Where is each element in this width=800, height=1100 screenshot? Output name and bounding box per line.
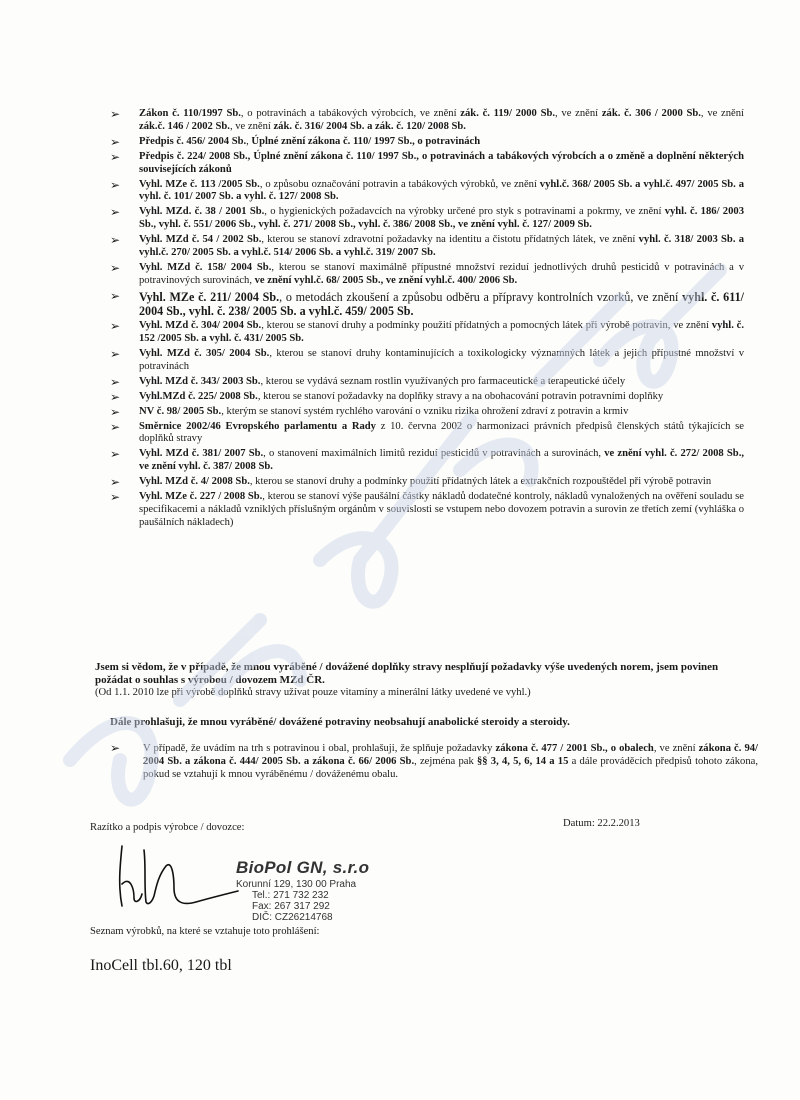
stamp-fax: Fax: 267 317 292 [252,901,330,912]
document-date: Datum: 22.2.2013 [563,818,640,829]
arrow-bullet-icon: ➢ [110,288,121,303]
legislation-text: Vyhl. MZd č. 54 / 2002 Sb., kterou se stanoví zdravotní požadavky na identitu a čistotu přídatných látek, ve znění vyhl. č. 318/ 2003 Sb. a vyhl.č. 270/ 2005 Sb. a vyhl.č. 514/ 2006 Sb. a vyhl.č. 319/ 2007 Sb. [139,234,745,259]
legislation-item [110,136,744,149]
legislation-item [110,151,744,177]
product-name: InoCell tbl.60, 120 tbl [90,957,232,974]
arrow-bullet-icon: ➢ [110,490,121,505]
legislation-text: Vyhl. MZd č. 381/ 2007 Sb., o stanovení maximálních limitů reziduí pesticidů v potravinách a surovinách, ve znění vyhl. č. 272/ 2008 Sb., ve znění vyhl. č. 387/ 2008 Sb. [139,448,744,473]
legislation-item [110,206,744,232]
stamp-tel: Tel.: 271 732 232 [252,890,329,901]
legislation-item [110,320,744,346]
legislation-text: NV č. 98/ 2005 Sb., kterým se stanoví systém rychlého varování o vzniku rizika ohrožení zdraví z potravin a krmiv [139,405,629,417]
packaging-declaration [110,742,758,781]
stamp-address: Korunní 129, 130 00 Praha [236,879,357,890]
legislation-text: Směrnice 2002/46 Evropského parlamentu a Rady z 10. června 2002 o harmonizaci právních předpisů členských států týkajících se doplňků stravy [139,420,744,445]
legislation-text: Vyhl. MZd č. 304/ 2004 Sb., kterou se stanoví druhy a podmínky použití přídatných a pomocných látek při výrobě potravin, ve znění vyhl. č. 152 /2005 Sb. a vyhl. č. 431/ 2005 Sb. [139,320,745,345]
arrow-bullet-icon: ➢ [110,177,121,192]
packaging-declaration-text: V případě, že uvádím na trh s potravinou i obal, prohlašuji, že splňuje požadavky zákona č. 477 / 2001 Sb., o obalech, ve znění zákona č. 94/ 2004 Sb. a zákona č. 444/ 2005 Sb. a zákona č. 66/ 2006 Sb., zejména pak §§ 3, 4, 5, 6, 14 a 15 a dále prováděcích předpisů tohoto zákona, pokud se vztahují k mnou vyráběnému / dováženému obalu. [143,743,759,780]
legislation-text: Vyhl. MZe č. 113 /2005 Sb., o způsobu označování potravin a tabákových výrobků, ve znění vyhl.č. 368/ 2005 Sb. a vyhl.č. 497/ 2005 Sb. a vyhl. č. 101/ 2007 Sb. a vyhl. č. 127/ 2008 Sb. [139,178,744,203]
legislation-text: Vyhl.MZd č. 225/ 2008 Sb., kterou se stanoví požadavky na doplňky stravy a na obohacování potravin potravními doplňky [139,390,664,402]
declaration-note: (Od 1.1. 2010 lze při výrobě doplňků stravy užívat pouze vitamíny a minerální látky uvedené ve vyhl.) [95,687,531,698]
stamp-and-signature-label: Razítko a podpis výrobce / dovozce: [90,822,245,833]
arrow-bullet-icon: ➢ [110,475,121,490]
legislation-item [110,376,744,389]
products-label: Seznam výrobků, na které se vztahuje toto prohlášení: [90,926,320,937]
legislation-item [110,476,744,489]
arrow-bullet-icon: ➢ [110,134,121,149]
arrow-bullet-icon: ➢ [110,374,121,389]
legislation-item [110,448,744,474]
company-stamp [228,858,428,928]
arrow-bullet-icon: ➢ [110,347,121,361]
legislation-text: Předpis č. 224/ 2008 Sb., Úplné znění zákona č. 110/ 1997 Sb., o potravinách a tabákových výrobcích a o změně a doplnění některých souvisejících zákonů [139,150,744,175]
arrow-bullet-icon: ➢ [110,389,121,404]
declaration-steroids: Dále prohlašuji, že mnou vyráběné/ dovážené potraviny neobsahují anabolické steroidy a steroidy. [110,716,570,728]
declaration-standards: Jsem si vědom, že v případě, že mnou vyráběné / dovážené doplňky stravy nesplňují požadavky výše uvedených norem, jsem povinen požádat o souhlas s výrobou / dovozem MZd ČR. [95,661,719,686]
legislation-item [110,421,744,447]
arrow-bullet-icon: ➢ [110,419,121,434]
legislation-item [110,406,744,419]
stamp-company-name: BioPol GN, s.r.o [236,858,370,877]
legislation-item [110,491,744,530]
legislation-item [110,348,744,374]
arrow-bullet-icon: ➢ [110,205,121,220]
legislation-list [110,108,744,532]
handwritten-signature [100,836,240,911]
legislation-item [110,391,744,404]
legislation-text: Vyhl. MZd č. 158/ 2004 Sb., kterou se stanoví maximálně přípustné množství reziduí jednotlivých druhů pesticidů v potravinách a v potravinových surovinách, ve znění vyhl.č. 68/ 2005 Sb., ve znění vyhl.č. 400/ 2006 Sb. [139,261,744,286]
legislation-text: Vyhl. MZd č. 4/ 2008 Sb., kterou se stanoví druhy a podmínky použití přídatných látek a extrakčních rozpouštědel při výrobě potravin [139,476,712,488]
legislation-text: Zákon č. 110/1997 Sb., o potravinách a tabákových výrobcích, ve znění zák. č. 119/ 2000 Sb., ve znění zák. č. 306 / 2000 Sb., ve znění zák.č. 146 / 2002 Sb., ve znění zák. č. 316/ 2004 Sb. a zák. č. 120/ 2008 Sb. [139,108,744,132]
arrow-bullet-icon: ➢ [110,447,121,462]
arrow-bullet-icon: ➢ [110,233,121,248]
arrow-bullet-icon: ➢ [110,107,121,121]
legislation-text: Vyhl. MZd. č. 38 / 2001 Sb., o hygienických požadavcích na výrobky určené pro styk s potravinami a pokrmy, ve znění vyhl. č. 186/ 2003 Sb., vyhl. č. 551/ 2006 Sb., vyhl. č. 271/ 2008 Sb., vyhl. č. 386/ 2008 Sb., ve znění vyhl. č. 127/ 2009 Sb. [139,206,744,231]
legislation-text: Vyhl. MZe č. 227 / 2008 Sb., kterou se stanoví výše paušální částky nákladů dodatečné kontroly, nákladů vynaložených na ověření souladu se specifikacemi a nákladů vzniklých příslušným orgánům v souvislosti se vstupem nebo dovozem potravin a surovin ze třetích zemí (vyhláška o paušálních nákladech) [139,491,744,528]
arrow-bullet-icon: ➢ [110,404,121,419]
legislation-item [110,108,744,134]
arrow-bullet-icon: ➢ [110,260,121,275]
arrow-bullet-icon: ➢ [110,319,121,334]
legislation-text: Vyhl. MZd č. 305/ 2004 Sb., kterou se stanoví druhy kontaminujících a toxikologicky významných látek a jejich přípustné množství v potravinách [139,348,744,372]
legislation-item [110,234,744,260]
arrow-bullet-icon: ➢ [110,149,121,164]
legislation-text: Vyhl. MZd č. 343/ 2003 Sb., kterou se vydává seznam rostlin využívaných pro farmaceutické a terapeutické účely [139,375,626,387]
legislation-item [110,179,744,205]
legislation-text: Vyhl. MZe č. 211/ 2004 Sb., o metodách zkoušení a způsobu odběru a přípravy kontrolních vzorků, ve znění vyhl. č. 611/ 2004 Sb., vyhl. č. 238/ 2005 Sb. a vyhl.č. 459/ 2005 Sb. [139,289,744,318]
legislation-item [110,290,744,318]
legislation-item [110,262,744,288]
legislation-text: Předpis č. 456/ 2004 Sb., Úplné znění zákona č. 110/ 1997 Sb., o potravinách [139,135,481,147]
arrow-bullet-icon: ➢ [110,741,121,755]
stamp-dic: DIČ: CZ26214768 [252,912,333,923]
